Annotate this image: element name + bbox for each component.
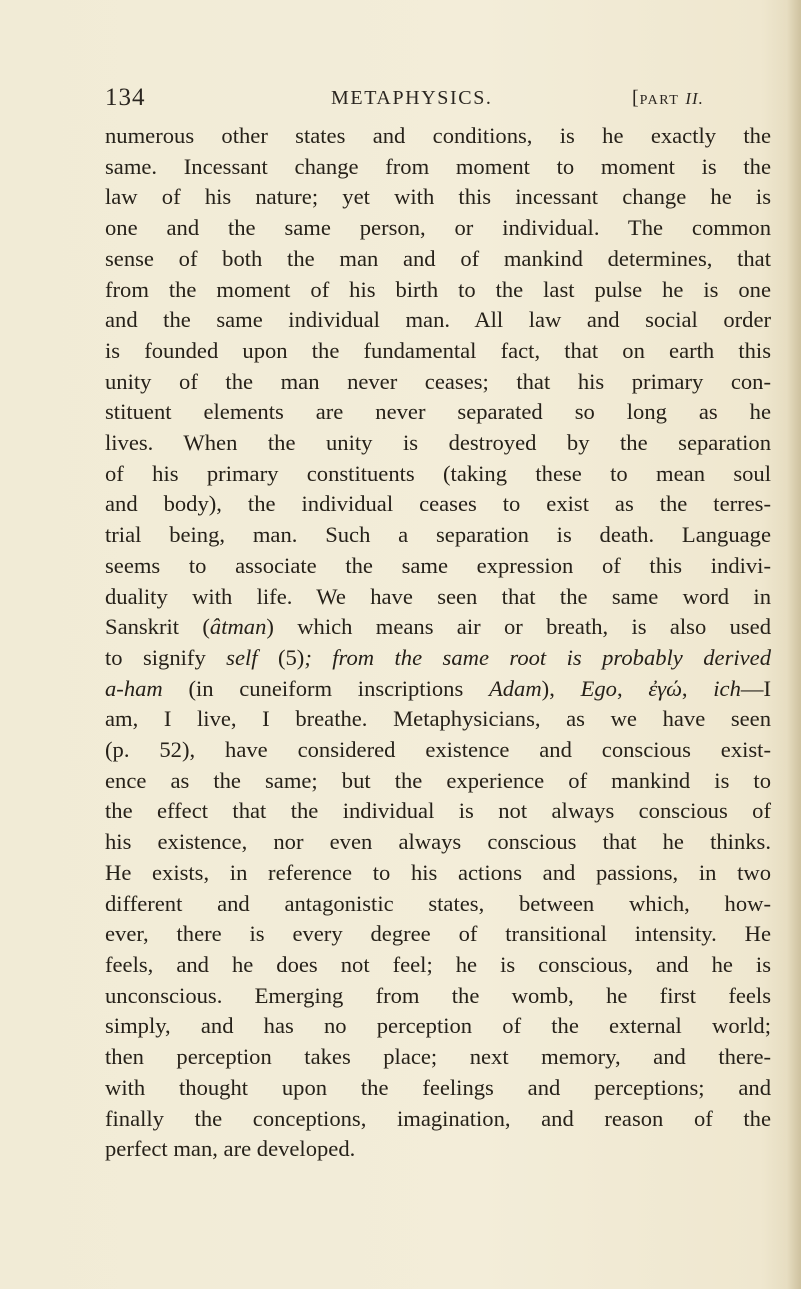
text-line: He exists, in reference to his actions and passions, in two: [105, 859, 771, 885]
text-line: with thought upon the feelings and perceptions; and: [105, 1074, 771, 1100]
text-line: lives. When the unity is destroyed by the separation: [105, 430, 771, 456]
text-fragment: ),: [541, 675, 581, 701]
text-line: simply, and has no perception of the external world;: [105, 1013, 771, 1039]
text-fragment: ) which means air or breath, is also used: [266, 614, 772, 640]
text-fragment: ,: [616, 675, 649, 701]
text-line: trial being, man. Such a separation is death. Language: [105, 522, 771, 548]
text-line: stituent elements are never separated so long as he: [105, 399, 771, 425]
text-fragment: —I: [740, 675, 771, 701]
text-line: and the same individual man. All law and social order: [105, 307, 771, 333]
text-line: feels, and he does not feel; he is conscious, and he is: [105, 951, 771, 977]
text-line: (p. 52), have considered existence and conscious exist-: [105, 737, 771, 763]
text-line: unconscious. Emerging from the womb, he first feels: [105, 982, 771, 1008]
text-line: is founded upon the fundamental fact, that on earth this: [105, 337, 771, 363]
part-bracket: [: [632, 87, 640, 109]
text-line: the effect that the individual is not always conscious of: [105, 798, 771, 824]
text-line-aham: [105, 674, 771, 705]
text-line: duality with life. We have seen that the same word in: [105, 583, 771, 609]
page-number: 134: [105, 84, 146, 111]
text-fragment: ,: [681, 675, 714, 701]
text-line-self: [105, 643, 771, 674]
italic-word-greek-ego: ἐγώ: [648, 675, 682, 701]
italic-word-aham: a-ham: [105, 675, 163, 701]
text-line-last: perfect man, are developed.: [105, 1136, 356, 1162]
text-line: unity of the man never ceases; that his primary con-: [105, 368, 771, 394]
italic-word-ego: Ego: [580, 675, 617, 701]
part-number: II.: [685, 89, 704, 108]
text-fragment: Sanskrit (: [105, 614, 210, 640]
text-line: ence as the same; but the experience of mankind is to: [105, 767, 771, 793]
text-fragment: to signify: [105, 644, 227, 670]
text-line-sanskrit: [105, 612, 771, 643]
running-head-title: METAPHYSICS.: [331, 87, 493, 109]
page-edge-shadow: [787, 0, 801, 1289]
text-line: finally the conceptions, imagination, and reason of the: [105, 1105, 771, 1131]
text-line: then perception takes place; next memory, and there-: [105, 1044, 771, 1070]
italic-word-ich: ich: [713, 675, 741, 701]
text-line: and body), the individual ceases to exist as the terres-: [105, 491, 771, 517]
italic-word-atman: âtman: [209, 614, 267, 640]
text-line: from the moment of his birth to the last pulse he is one: [105, 276, 771, 302]
italic-word-adam: Adam: [488, 675, 542, 701]
text-line: numerous other states and conditions, is he exactly the: [105, 123, 771, 148]
text-line: different and antagonistic states, between which, how-: [105, 890, 771, 916]
text-line: seems to associate the same expression of this indivi-: [105, 552, 771, 578]
text-fragment-italic: ; from the same root is probably derived: [304, 644, 771, 670]
italic-word-self: self: [226, 644, 258, 670]
text-line: of his primary constituents (taking these to mean soul: [105, 460, 771, 486]
text-line: am, I live, I breathe. Metaphysicians, as we have seen: [105, 706, 771, 732]
text-line: his existence, nor even always conscious that he thinks.: [105, 829, 771, 855]
part-label: PART: [639, 93, 680, 108]
text-fragment: (in cuneiform inscriptions: [162, 675, 489, 701]
text-line: law of his nature; yet with this incessant change he is: [105, 184, 771, 210]
text-line: one and the same person, or individual. The common: [105, 215, 771, 241]
running-head-part: [632, 87, 704, 110]
text-line: same. Incessant change from moment to moment is the: [105, 153, 771, 179]
text-fragment: (5): [257, 644, 305, 670]
body-text: [105, 121, 771, 1165]
text-line: sense of both the man and of mankind determines, that: [105, 245, 771, 271]
text-line: ever, there is every degree of transitional intensity. He: [105, 921, 771, 947]
running-head: [105, 84, 771, 116]
